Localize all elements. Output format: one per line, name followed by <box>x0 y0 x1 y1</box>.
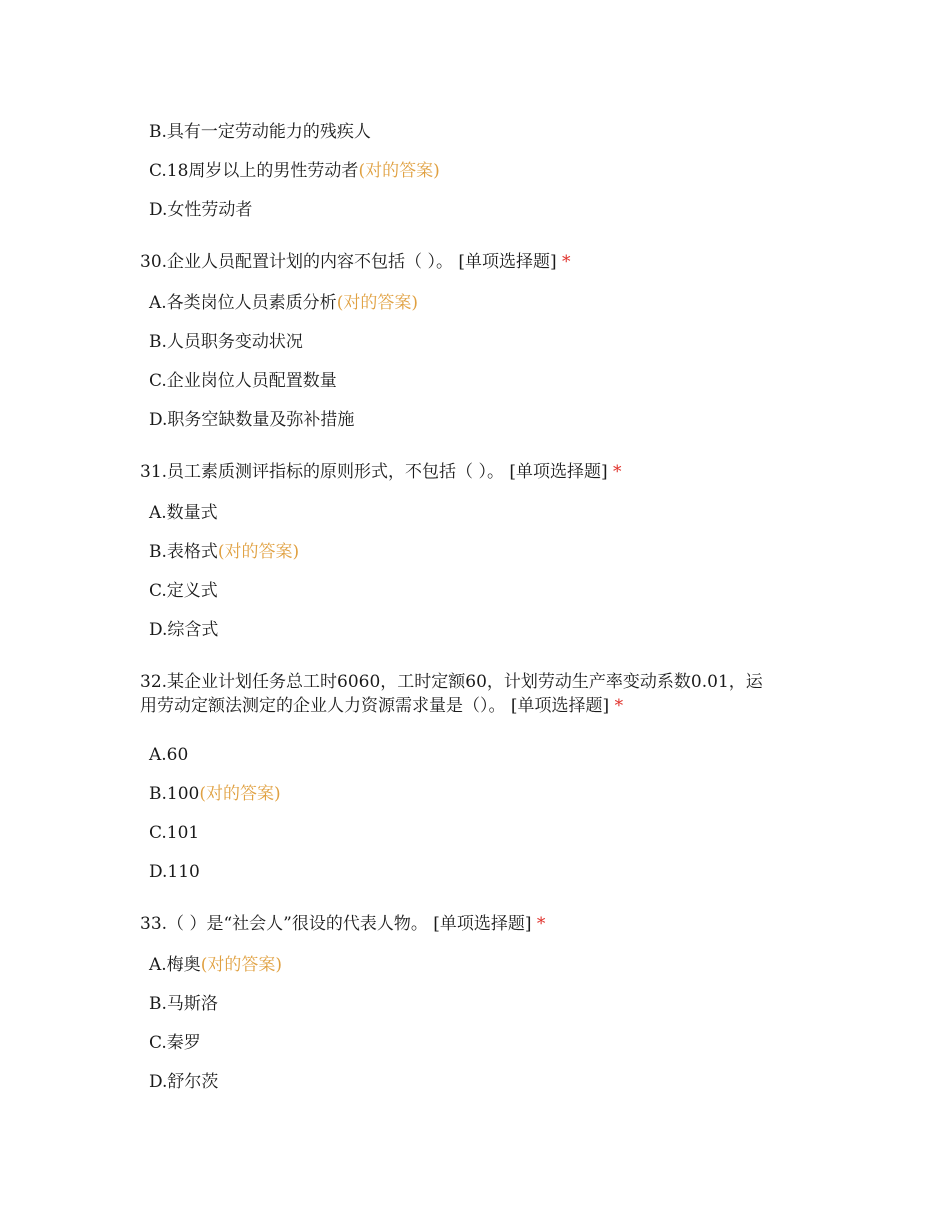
option-30-a <box>149 292 418 314</box>
question-32-title <box>140 670 820 718</box>
option-text: C.秦罗 <box>149 1033 201 1053</box>
correct-answer-marker: (对的答案) <box>199 784 281 804</box>
required-star: * <box>536 914 546 934</box>
option-text: D.女性劳动者 <box>149 200 253 220</box>
question-line: 用劳动定额法测定的企业人力资源需求量是（）。 [单项选择题] * <box>140 696 624 716</box>
option-text: D.职务空缺数量及弥补措施 <box>149 410 355 430</box>
option-29-d <box>149 199 252 221</box>
option-text: A.各类岗位人员素质分析 <box>149 293 337 313</box>
option-33-a <box>149 954 282 976</box>
option-text: A.60 <box>149 745 189 765</box>
option-32-d <box>149 861 200 883</box>
option-30-d <box>149 409 354 431</box>
question-line: 33.（ ）是“社会人”很设的代表人物。 [单项选择题] * <box>140 914 546 934</box>
option-33-c <box>149 1032 201 1054</box>
option-31-a <box>149 502 218 524</box>
option-text: C.定义式 <box>149 581 218 601</box>
option-32-b <box>149 783 281 805</box>
option-33-d <box>149 1071 218 1093</box>
option-text: B.表格式 <box>149 542 218 562</box>
option-29-c <box>149 160 440 182</box>
option-text: B.具有一定劳动能力的残疾人 <box>149 122 371 142</box>
question-30-title <box>140 250 820 274</box>
question-line: 31.员工素质测评指标的原则形式，不包括（ ）。 [单项选择题] * <box>140 462 622 482</box>
option-text: A.梅奥 <box>149 955 201 975</box>
option-text: B.马斯洛 <box>149 994 218 1014</box>
option-text: C.企业岗位人员配置数量 <box>149 371 337 391</box>
option-31-c <box>149 580 218 602</box>
option-text: C.18周岁以上的男性劳动者 <box>149 161 359 181</box>
option-text: B.100 <box>149 784 200 804</box>
option-text: D.综含式 <box>149 620 219 640</box>
option-text: D.舒尔茨 <box>149 1072 219 1092</box>
option-31-d <box>149 619 218 641</box>
question-33-title <box>140 912 820 936</box>
option-33-b <box>149 993 218 1015</box>
option-30-b <box>149 331 303 353</box>
option-32-a <box>149 744 188 766</box>
question-line: 30.企业人员配置计划的内容不包括（ ）。 [单项选择题] * <box>140 252 571 272</box>
option-30-c <box>149 370 337 392</box>
required-star: * <box>613 462 622 482</box>
correct-answer-marker: (对的答案) <box>217 542 300 562</box>
option-text: C.101 <box>149 823 200 843</box>
question-31-title <box>140 460 820 484</box>
correct-answer-marker: (对的答案) <box>200 955 282 975</box>
option-29-b <box>149 121 371 143</box>
correct-answer-marker: (对的答案) <box>336 293 418 313</box>
option-text: A.数量式 <box>149 503 218 523</box>
required-star: * <box>614 696 624 716</box>
required-star: * <box>562 252 571 272</box>
option-text: B.人员职务变动状况 <box>149 332 303 352</box>
question-line: 32.某企业计划任务总工时6060，工时定额60，计划劳动生产率变动系数0.01，运 <box>140 672 763 692</box>
correct-answer-marker: (对的答案) <box>358 161 440 181</box>
option-32-c <box>149 822 199 844</box>
option-31-b <box>149 541 299 563</box>
option-text: D.110 <box>149 862 200 882</box>
